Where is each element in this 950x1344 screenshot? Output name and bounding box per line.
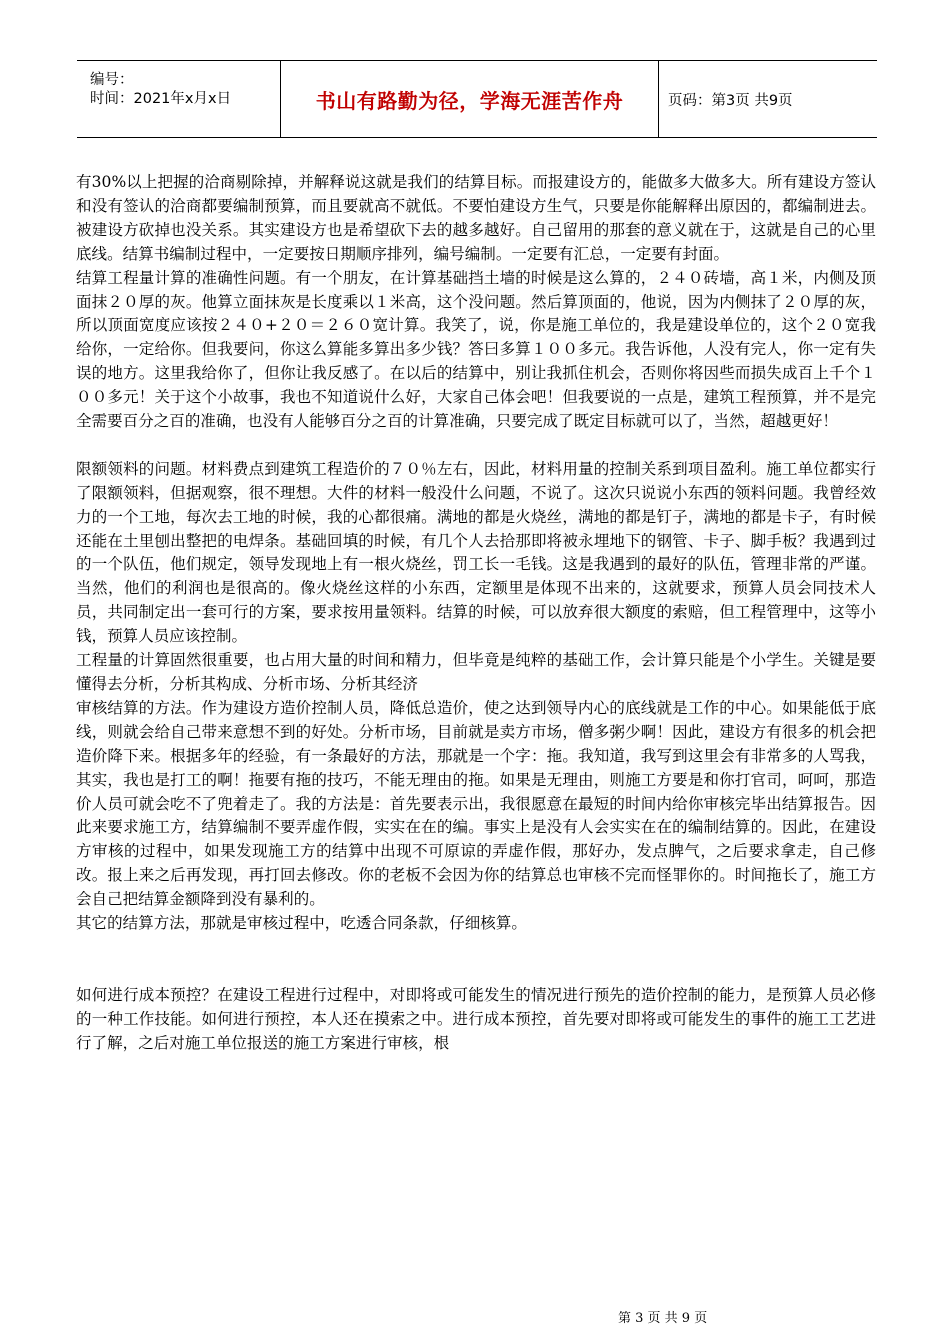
paragraph: 结算工程量计算的准确性问题。有一个朋友，在计算基础挡土墙的时候是这么算的，２４０砖墙，高１米，内侧及顶面抹２０厚的灰。他算立面抹灰是长度乘以１米高，这个没问题。然后算顶面的，他说，因为内侧抹了２０厚的灰，所以顶面宽度应该按２４０+２０＝２６０宽计算。我笑了，说，你是施工单位的，我是建设单位的，这个２０宽我给你，一定给你。但我要问，你这么算能多算出多少钱？答曰多算１００多元。我告诉他，人没有完人，你一定有失误的地方。这里我给你了，但你让我反感了。在以后的结算中，别让我抓住机会，否则你将因些而损失成百上千个１００多元！关于这个小故事，我也不知道说什么好，大家自己体会吧！但我要说的一点是，建筑工程预算，并不是完全需要百分之百的准确，也没有人能够百分之百的计算准确，只要完成了既定目标就可以了，当然，超越更好！ bbox=[76, 268, 876, 431]
blank-line bbox=[76, 434, 876, 458]
header-page-info: 页码：第3页 共9页 bbox=[668, 92, 793, 109]
paragraph: 工程量的计算固然很重要，也占用大量的时间和精力，但毕竟是纯粹的基础工作，会计算只能是个小学生。关键是要懂得去分析，分析其构成、分析市场、分析其经济 bbox=[76, 651, 876, 694]
number-label: 编号： bbox=[90, 72, 134, 88]
paragraph: 有30%以上把握的洽商剔除掉，并解释说这就是我们的结算目标。而报建设方的，能做多大做多大。所有建设方签认和没有签认的洽商都要编制预算，而且要就高不就低。不要怕建设方生气，只要是你能解释出原因的，都编制进去。被建设方砍掉也没关系。其实建设方也是希望砍下去的越多越好。自己留用的那套的意义就在于，这就是自己的心里底线。结算书编制过程中，一定要按日期顺序排列，编号编制。一定要有汇总，一定要有封面。 bbox=[76, 173, 876, 263]
page-header bbox=[77, 60, 877, 138]
paragraph: 其它的结算方法，那就是审核过程中，吃透合同条款，仔细核算。 bbox=[76, 914, 527, 933]
date-label: 时间：2021年x月x日 bbox=[90, 91, 232, 107]
header-motto: 书山有路勤为径，学海无涯苦作舟 bbox=[281, 61, 659, 137]
blank-line bbox=[76, 936, 876, 960]
header-meta bbox=[77, 61, 281, 137]
paragraph: 限额领料的问题。材料费点到建筑工程造价的７０％左右，因此，材料用量的控制关系到项目盈利。施工单位都实行了限额领料，但据观察，很不理想。大件的材料一般没什么问题，不说了。这次只说说小东西的领料问题。我曾经效力的一个工地，每次去工地的时候，我的心都很痛。满地的都是火烧丝，满地的都是钉子，满地的都是卡子，有时候还能在土里刨出整把的电焊条。基础回填的时候，有几个人去拾那即将被永埋地下的钢管、卡子、脚手板？我遇到过的一个队伍，他们规定，领导发现地上有一根火烧丝，罚工长一毛钱。这是我遇到的最好的队伍，管理非常的严谨。当然，他们的利润也是很高的。像火烧丝这样的小东西，定额里是体现不出来的，这就要求，预算人员会同技术人员，共同制定出一套可行的方案，要求按用量领料。结算的时候，可以放弃很大额度的索赔，但工程管理中，这等小钱，预算人员应该控制。 bbox=[76, 459, 876, 646]
document-body bbox=[76, 171, 876, 1055]
blank-line bbox=[76, 960, 876, 984]
page-footer: 第 3 页 共 9 页 bbox=[618, 1311, 708, 1326]
paragraph: 审核结算的方法。作为建设方造价控制人员，降低总造价，使之达到领导内心的底线就是工作的中心。如果能低于底线，则就会给自己带来意想不到的好处。分析市场，目前就是卖方市场，僧多粥少啊！因此，建设方有很多的机会把造价降下来。根据多年的经验，有一条最好的方法，那就是一个字：拖。我知道，我写到这里会有非常多的人骂我，其实，我也是打工的啊！拖要有拖的技巧，不能无理由的拖。如果是无理由，则施工方要是和你打官司，呵呵，那造价人员可就会吃不了兜着走了。我的方法是：首先要表示出，我很愿意在最短的时间内给你审核完毕出结算报告。因此来要求施工方，结算编制不要弄虚作假，实实在在的编。事实上是没有人会实实在在的编制结算的。因此，在建设方审核的过程中，如果发现施工方的结算中出现不可原谅的弄虚作假，那好办，发点脾气，之后要求拿走，自己修改。报上来之后再发现，再打回去修改。你的老板不会因为你的结算总也审核不完而怪罪你的。时间拖长了，施工方会自己把结算金额降到没有暴利的。 bbox=[76, 698, 876, 909]
paragraph: 如何进行成本预控？在建设工程进行过程中，对即将或可能发生的情况进行预先的造价控制的能力，是预算人员必修的一种工作技能。如何进行预控，本人还在摸索之中。进行成本预控，首先要对即将或可能发生的事件的施工工艺进行了解，之后对施工单位报送的施工方案进行审核，根 bbox=[76, 985, 876, 1052]
